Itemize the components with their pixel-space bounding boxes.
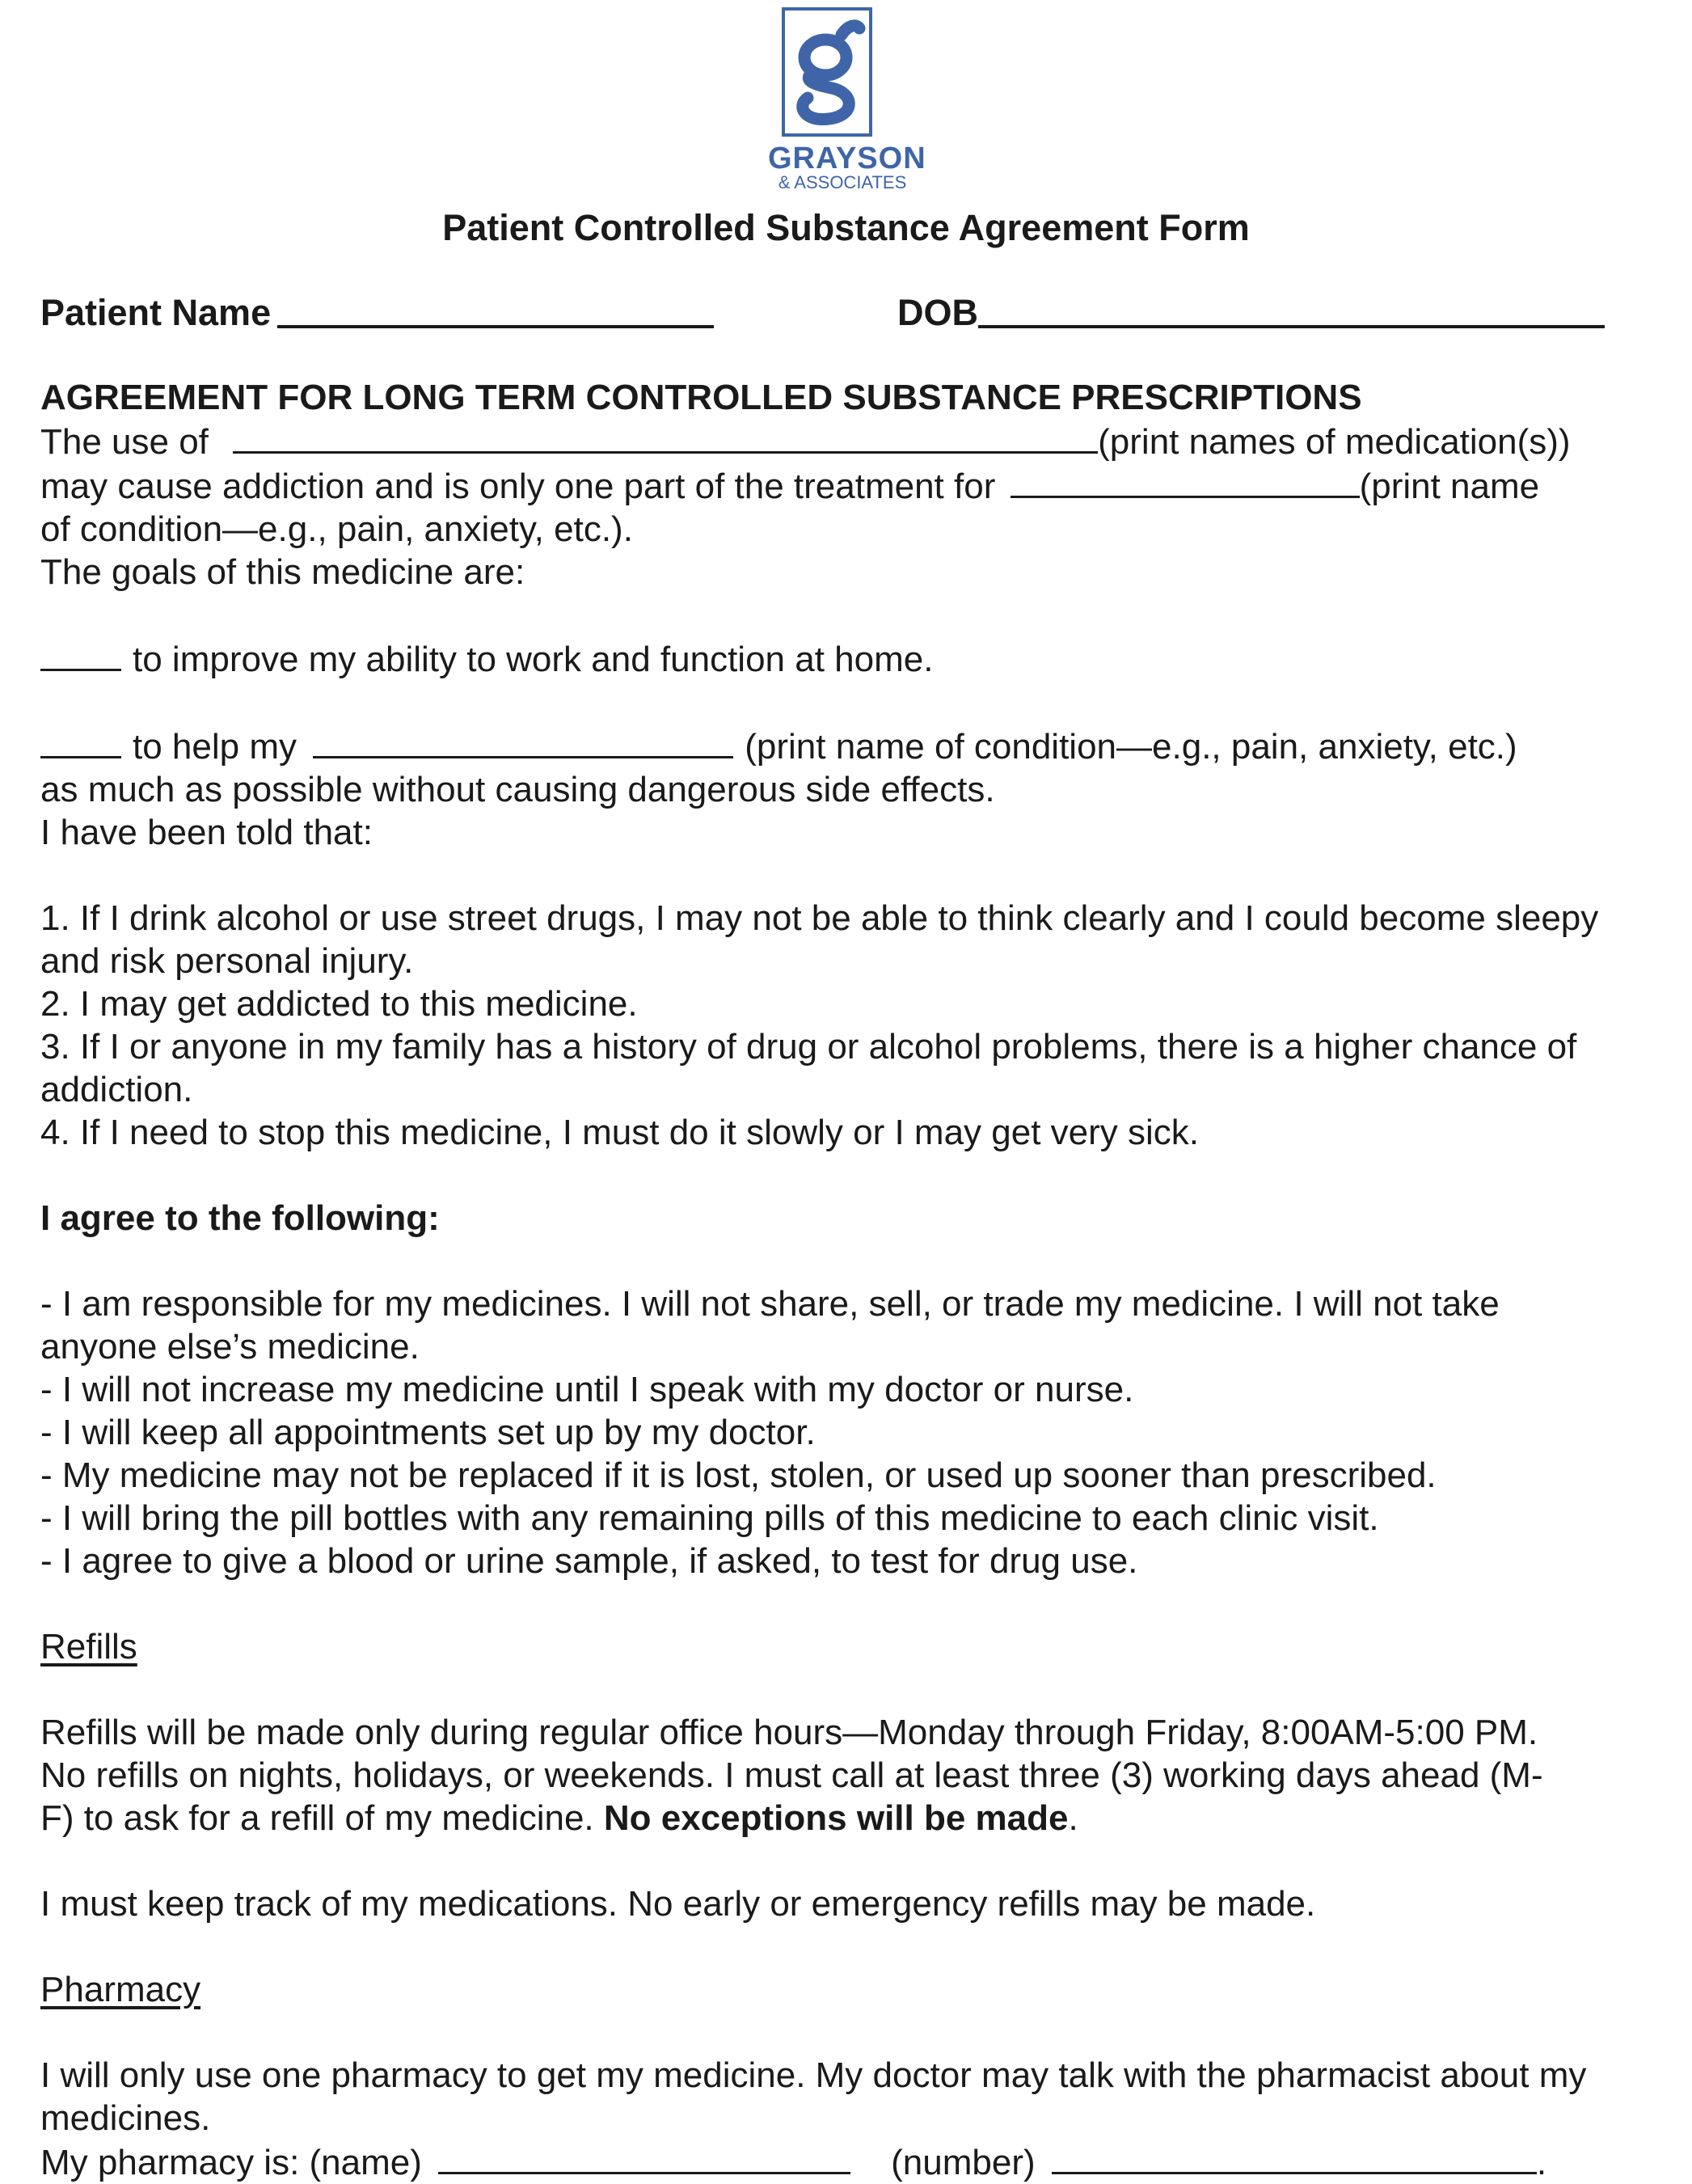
intro-line-2	[40, 463, 1625, 508]
told-item: 3. If I or anyone in my family has a history of drug or alcohol problems, there is a higher chance of addiction.	[40, 1027, 1577, 1109]
logo-name: GRAYSON	[768, 142, 926, 175]
goals-text: The goals of this medicine are:	[40, 552, 525, 592]
no-exceptions-text: No exceptions will be made	[603, 1798, 1069, 1838]
logo-subtitle: & ASSOCIATES	[778, 172, 907, 192]
agree-item: - I will not increase my medicine until I speak with my doctor or nurse.	[40, 1370, 1134, 1409]
told-item: 4. If I need to stop this medicine, I must do it slowly or I may get very sick.	[40, 1113, 1200, 1152]
refills-line-2: No refills on nights, holidays, or weekends. I must call at least three (3) working days ahead (M-	[40, 1755, 1543, 1795]
goal-2-rest: as much as possible without causing dangerous side effects.	[40, 770, 995, 809]
told-item: 1. If I drink alcohol or use street drugs, I may not be able to think clearly and I could become sleepy and risk personal injury.	[40, 898, 1599, 981]
pharmacy-number-label: (number)	[891, 2143, 1036, 2182]
medication-hint: (print names of medication(s))	[1098, 422, 1571, 462]
told-item: 2. I may get addicted to this medicine.	[40, 984, 638, 1024]
agree-item: - My medicine may not be replaced if it is lost, stolen, or used up sooner than prescribed.	[40, 1455, 1437, 1495]
goal-2	[40, 724, 1625, 768]
grayson-logo	[768, 5, 926, 199]
pharmacy-name-field[interactable]	[438, 2140, 850, 2174]
form-title: Patient Controlled Substance Agreement Form	[442, 207, 1250, 248]
use-of-text: The use of	[40, 422, 209, 462]
refills-line-3	[40, 1797, 1625, 1840]
logo-frame	[782, 7, 872, 137]
agree-item: - I agree to give a blood or urine sample, if asked, to test for drug use.	[40, 1541, 1138, 1581]
agree-item: - I will bring the pill bottles with any remaining pills of this medicine to each clinic visit.	[40, 1498, 1379, 1538]
told-text: I have been told that:	[40, 813, 373, 852]
patient-name-label: Patient Name	[40, 292, 272, 333]
goal-1	[40, 636, 1625, 681]
dob-field[interactable]	[978, 325, 1605, 328]
goal-1-text: to improve my ability to work and function at home.	[133, 640, 934, 679]
logo-g-icon	[785, 11, 869, 133]
refills-end: .	[1068, 1798, 1078, 1838]
medication-names-field[interactable]	[233, 419, 1098, 454]
goal-2-condition-field[interactable]	[313, 724, 733, 758]
refills-line-3-text: F) to ask for a refill of my medicine.	[40, 1798, 594, 1838]
print-name-hint: (print name	[1359, 467, 1540, 506]
agree-heading: I agree to the following:	[40, 1198, 440, 1238]
refills-line-1: Refills will be made only during regular office hours—Monday through Friday, 8:00AM-5:00 PM.	[40, 1713, 1538, 1752]
my-pharmacy-label: My pharmacy is: (name)	[40, 2143, 422, 2182]
pharmacy-number-field[interactable]	[1052, 2140, 1537, 2174]
agreement-body	[40, 376, 1625, 2184]
refills-heading: Refills	[40, 1627, 137, 1667]
goal-2-hint: (print name of condition—e.g., pain, anxiety, etc.)	[745, 727, 1517, 767]
patient-info-row	[40, 291, 1625, 340]
intro-line-3: of condition—e.g., pain, anxiety, etc.).	[40, 509, 633, 549]
pharmacy-line	[40, 2140, 1625, 2184]
condition-field[interactable]	[1011, 463, 1360, 498]
goal-1-check-field[interactable]	[40, 636, 121, 671]
goal-2-check-field[interactable]	[40, 724, 121, 758]
may-cause-text: may cause addiction and is only one part of the treatment for	[40, 467, 996, 506]
agree-item: - I will keep all appointments set up by my doctor.	[40, 1413, 816, 1452]
dob-label: DOB	[897, 292, 978, 333]
pharmacy-heading: Pharmacy	[40, 1970, 201, 2009]
agreement-heading: AGREEMENT FOR LONG TERM CONTROLLED SUBSTANCE PRESCRIPTIONS	[40, 378, 1362, 417]
agree-item: - I am responsible for my medicines. I will not share, sell, or trade my medicine. I will not take anyone else’s medicine.	[40, 1284, 1500, 1367]
patient-name-field[interactable]	[277, 325, 714, 328]
refills-keep-track: I must keep track of my medications. No early or emergency refills may be made.	[40, 1884, 1316, 1924]
intro-line-1	[40, 419, 1625, 463]
pharmacy-text: I will only use one pharmacy to get my medicine. My doctor may talk with the pharmacist about my medicines.	[40, 2055, 1587, 2138]
pharmacy-end: .	[1536, 2143, 1547, 2182]
goal-2-help-text: to help my	[133, 727, 297, 767]
